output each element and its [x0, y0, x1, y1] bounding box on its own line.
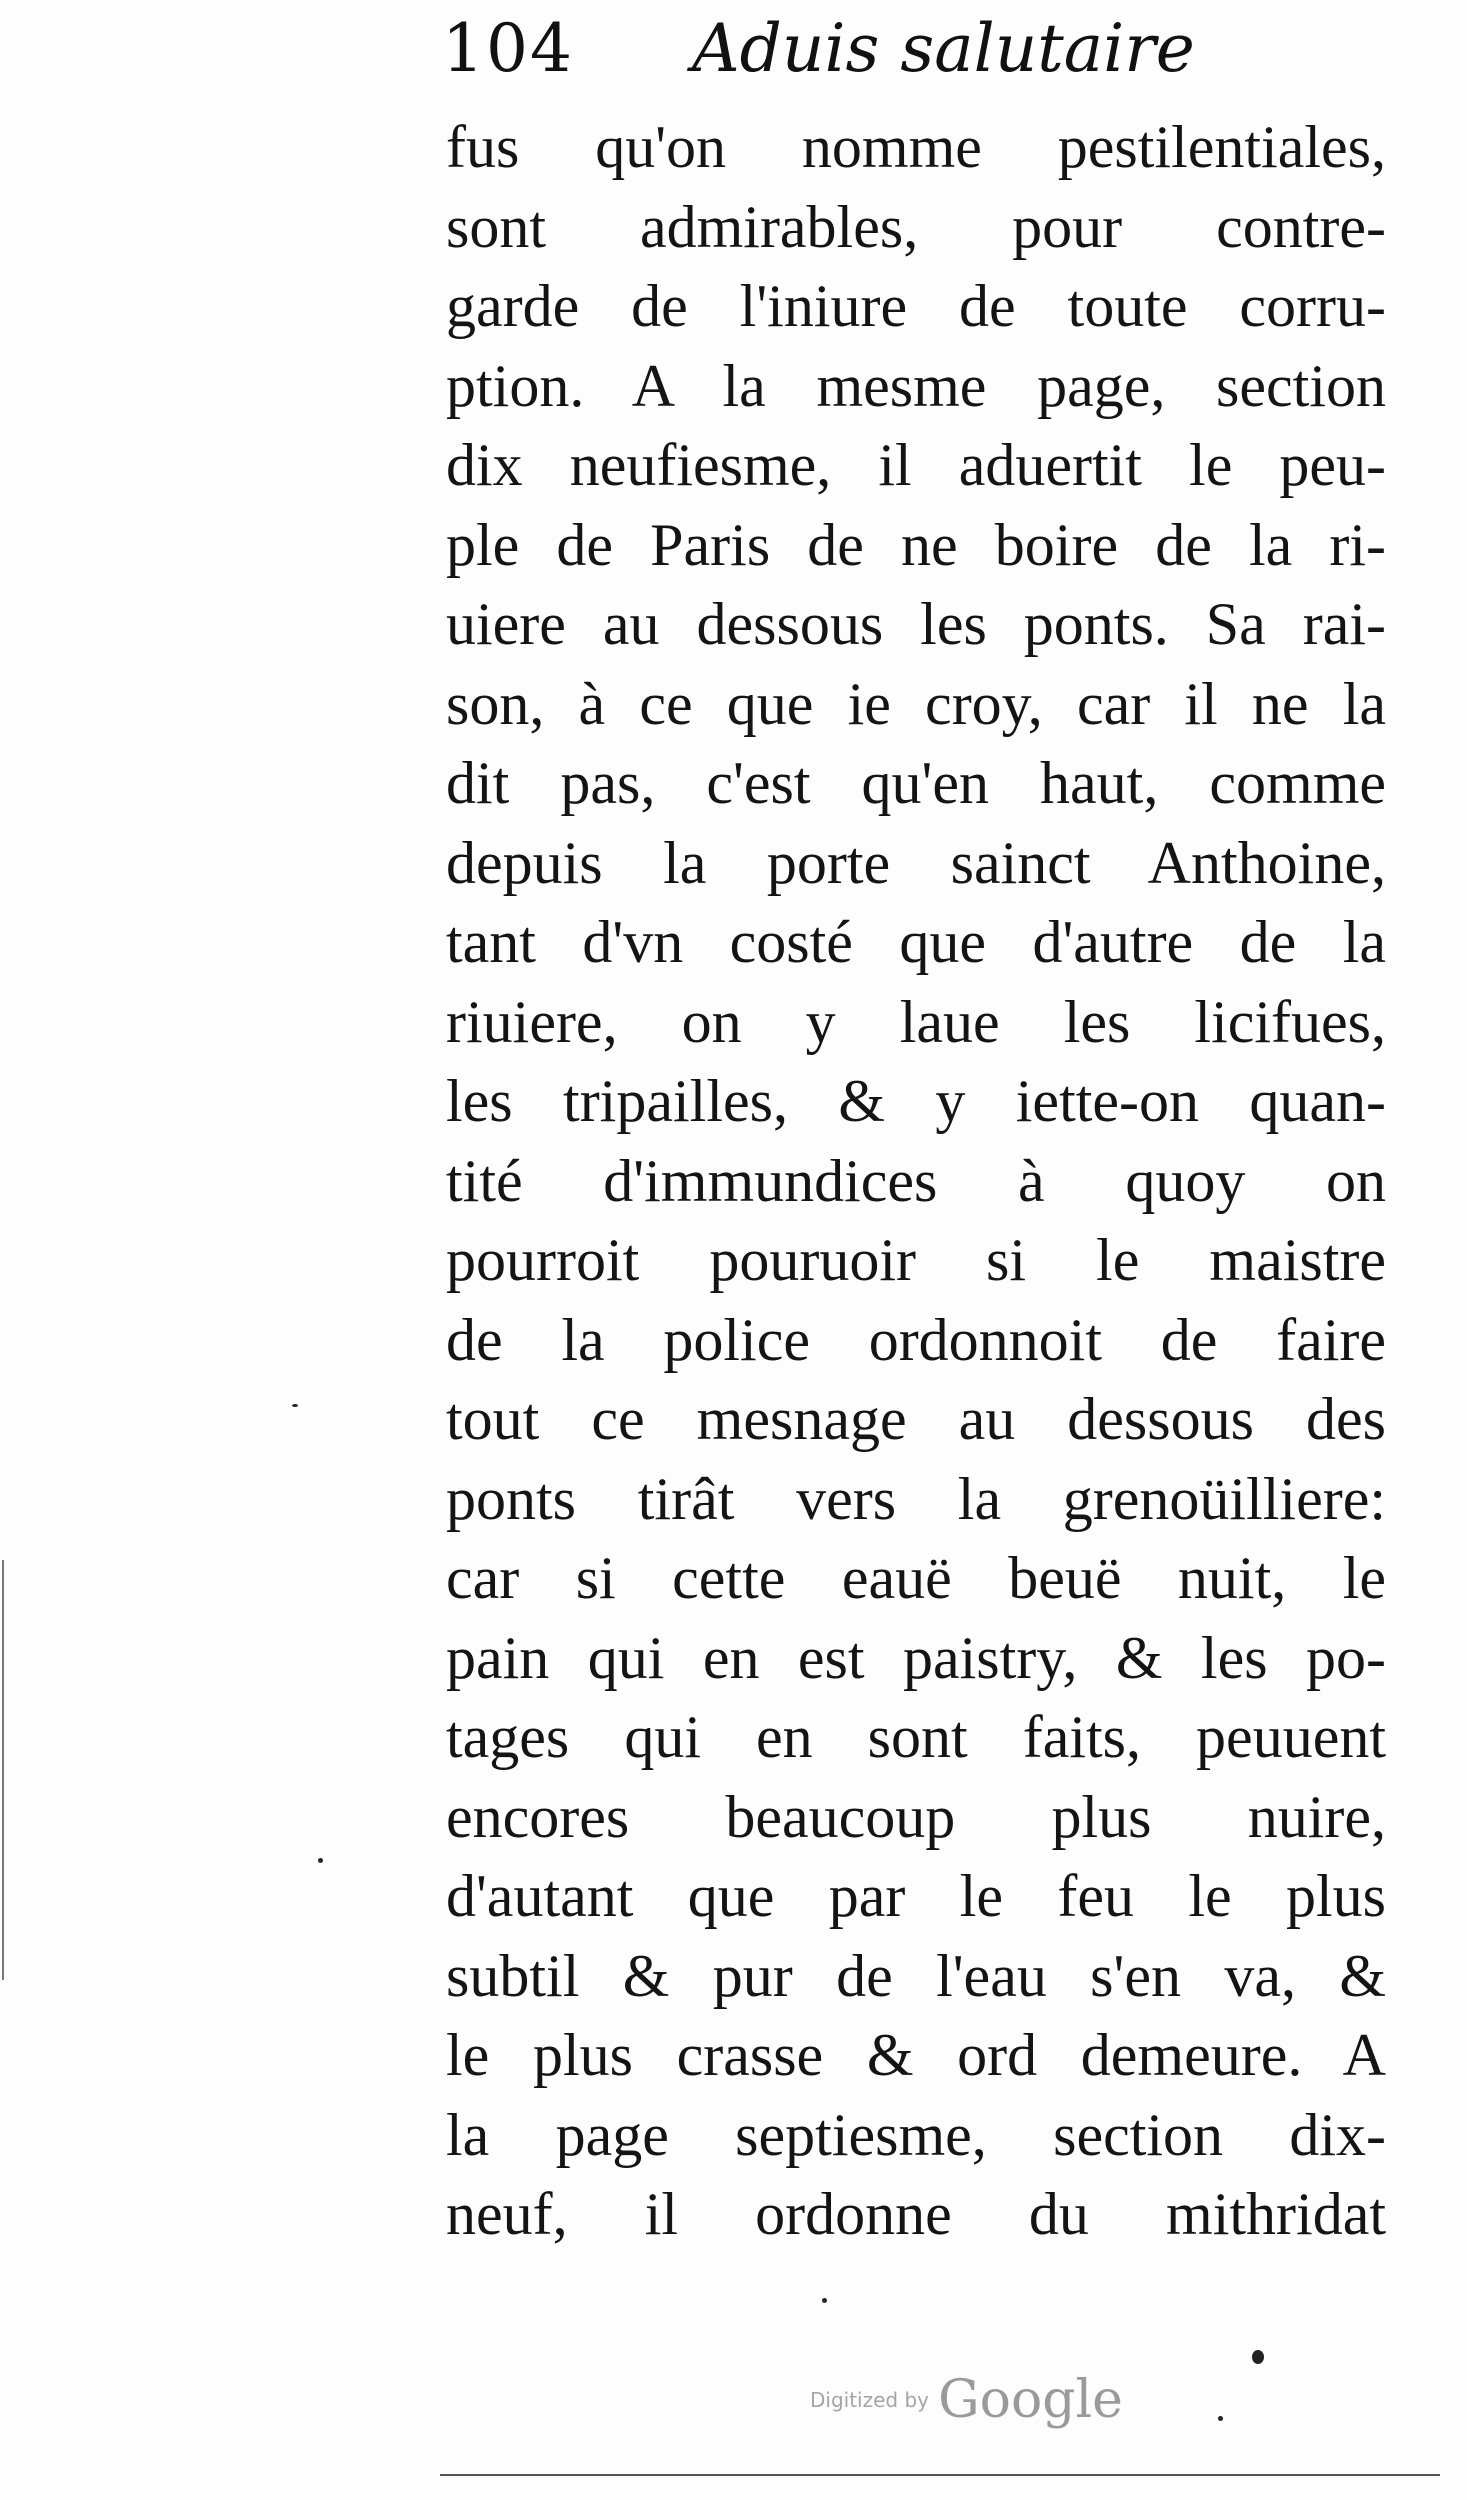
- text-line: fus qu'on nomme pestilentiales,: [446, 114, 1386, 180]
- text-line: garde de l'iniure de toute corru-: [446, 273, 1386, 339]
- running-head: Aduis salutaire: [692, 10, 1195, 87]
- text-line: ponts tirât vers la grenoüilliere:: [446, 1465, 1386, 1532]
- page-number: 104: [442, 10, 574, 87]
- text-line: dix neufiesme, il aduertit le peu-: [446, 432, 1386, 498]
- text-line: son, à ce que ie croy, car il ne la: [446, 670, 1386, 737]
- text-line: la page septiesme, section dix-: [446, 2101, 1386, 2168]
- text-line: tout ce mesnage au dessous des: [446, 1386, 1386, 1452]
- google-logo: Google: [938, 2370, 1123, 2430]
- text-line: uiere au dessous les ponts. Sa rai-: [446, 591, 1386, 657]
- text-line: riuiere, on y laue les licifues,: [446, 988, 1386, 1055]
- text-line: les tripailles, & y iette-on quan-: [446, 1068, 1386, 1134]
- text-line: car si cette eauë beuë nuit, le: [446, 1545, 1386, 1611]
- body-text: [446, 108, 1386, 2255]
- text-line: de la police ordonnoit de faire: [446, 1306, 1386, 1373]
- text-line: ption. A la mesme page, section: [446, 352, 1386, 419]
- text-line: tages qui en sont faits, peuuent: [446, 1704, 1386, 1770]
- digitized-watermark: [810, 2370, 1123, 2440]
- bottom-rule: [440, 2474, 1440, 2476]
- text-line: depuis la porte sainct Anthoine,: [446, 829, 1386, 896]
- text-line: sont admirables, pour contre-: [446, 193, 1386, 260]
- text-line: le plus crasse & ord demeure. A: [446, 2022, 1386, 2088]
- text-line: dit pas, c'est qu'en haut, comme: [446, 750, 1386, 816]
- text-line: ple de Paris de ne boire de la ri-: [446, 511, 1386, 578]
- text-line: tité d'immundices à quoy on: [446, 1147, 1386, 1214]
- ink-speck: [1252, 2350, 1264, 2364]
- digitized-by-label: Digitized by: [810, 2388, 929, 2412]
- text-line: d'autant que par le feu le plus: [446, 1863, 1386, 1929]
- text-line: pain qui en est paistry, & les po-: [446, 1624, 1386, 1691]
- ink-speck: [292, 1404, 298, 1407]
- text-line: subtil & pur de l'eau s'en va, &: [446, 1942, 1386, 2009]
- ink-speck: [822, 2298, 827, 2303]
- text-line: tant d'vn costé que d'autre de la: [446, 909, 1386, 975]
- text-line: pourroit pouruoir si le maistre: [446, 1227, 1386, 1293]
- text-line: neuf, il ordonne du mithridat: [446, 2181, 1386, 2247]
- scan-edge-line: [2, 1560, 4, 1980]
- page-header: [430, 10, 1440, 87]
- ink-speck: [318, 1858, 323, 1863]
- ink-speck: [1218, 2416, 1223, 2421]
- text-line: encores beaucoup plus nuire,: [446, 1783, 1386, 1850]
